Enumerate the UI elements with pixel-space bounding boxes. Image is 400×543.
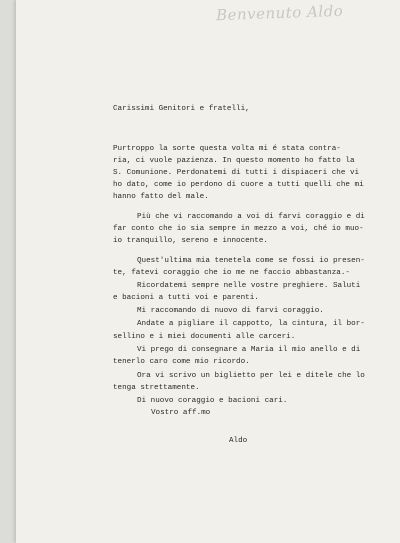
body-line: Quest'ultima mia tenetela come se fossi io presen- [137,257,365,265]
signature: Aldo [229,437,248,445]
body-line: e bacioni a tutti voi e parenti. [113,294,259,302]
body-line: tenerlo caro come mio ricordo. [113,358,250,366]
handwritten-header: Benvenuto Aldo [215,1,344,25]
body-line: Di nuovo coraggio e bacioni cari. [137,397,288,405]
body-line: Purtroppo la sorte questa volta mi é stata contra- [113,145,341,153]
body-line: io tranquillo, sereno e innocente. [113,237,268,245]
body-line: Mi raccomando di nuovo di farvi coraggio. [137,307,324,315]
letter-body [109,0,399,445]
body-line: far conto che io sia sempre in mezzo a voi, ché io muo- [113,225,364,233]
body-line: Vi prego di consegnare a Maria il mio anello e di [137,346,361,354]
body-line: Ricordatemi sempre nelle vostre preghiere. Saluti [137,282,361,290]
body-line: ria, ci vuole pazienza. In questo momento ho fatto la [113,157,355,165]
body-line: Più che vi raccomando a voi di farvi coraggio e di [137,213,365,221]
body-line: S. Comunione. Perdonatemi di tutti i dispiaceri che vi [113,169,360,177]
closing: Vostro aff.mo [151,409,211,417]
greeting: Carissimi Genitori e fratelli, [113,105,250,113]
body-line: ho dato, come io perdono di cuore a tutti quelli che mi [113,181,364,189]
body-line: te, fatevi coraggio che io me ne faccio abbastanza.- [113,269,350,277]
body-line: Andate a pigliare il cappotto, la cintura, il bor- [137,320,365,328]
body-line: hanno fatto del male. [113,193,209,201]
body-line: tenga strettamente. [113,384,200,392]
body-line: sellino e i miei documenti alle carceri. [113,333,296,341]
body-line: Ora vi scrivo un biglietto per lei e ditele che lo [137,372,365,380]
